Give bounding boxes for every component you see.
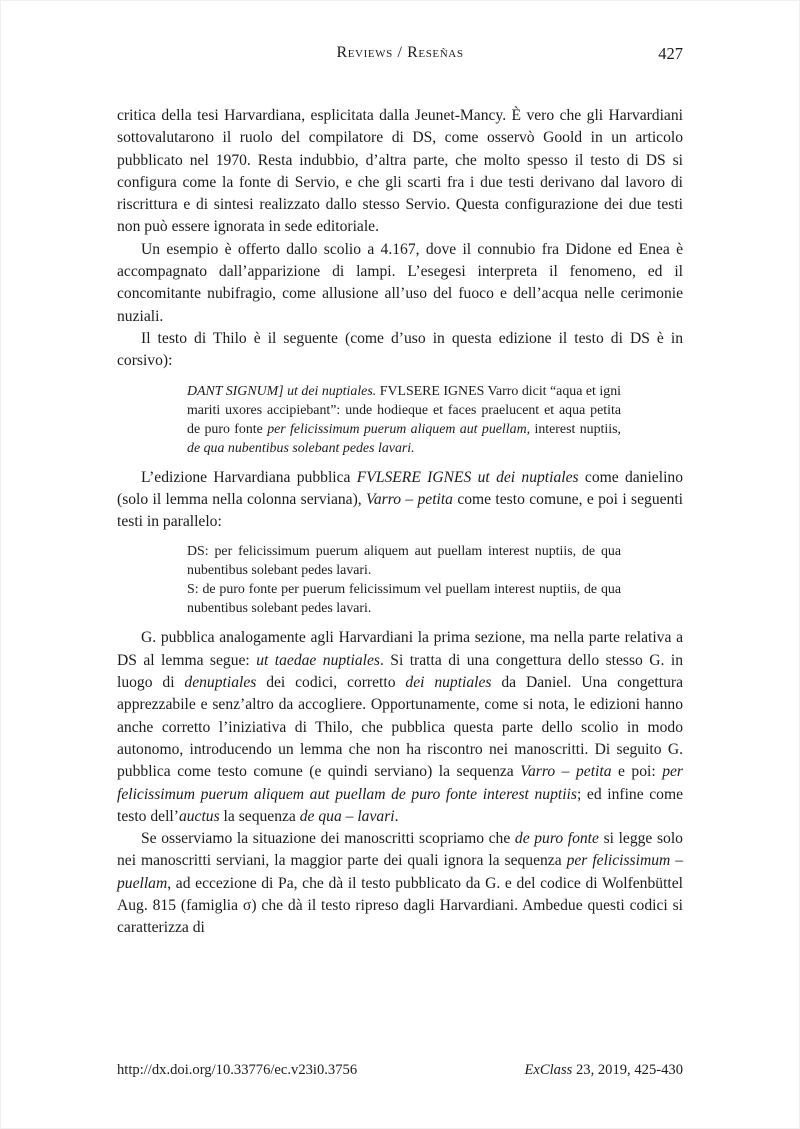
running-title: Reviews / Reseñas bbox=[336, 44, 464, 61]
body-paragraph: L’edizione Harvardiana pubblica FVLSERE IGNES ut dei nuptiales come danielino (solo il lemma nella colonna serviana), Varro – petita come testo comune, e poi i seguenti testi in parallelo: bbox=[117, 468, 683, 531]
page-header bbox=[117, 44, 683, 62]
body-paragraph: Un esempio è offerto dallo scolio a 4.167, dove il connubio fra Didone ed Enea è accompagnato dall’apparizione di lampi. L’esegesi interpreta il fenomeno, ed il concomitante nubifragio, come allusione all’uso del fuoco e dell’acqua nelle cerimonie nuziali. bbox=[117, 240, 683, 325]
block-quote: DS: per felicissimum puerum aliquem aut puellam interest nuptiis, de qua nubentibus solebant pedes lavari. bbox=[187, 544, 621, 579]
body-paragraph: G. pubblica analogamente agli Harvardiani la prima sezione, ma nella parte relativa a DS al lemma segue: ut taedae nuptiales. Si tratta di una congettura dello stesso G. in luogo di denuptiales dei codici, corretto dei nuptiales da Daniel. Una congettura apprezzabile e senz’altro da accogliere. Opportunamente, come si nota, le edizioni hanno anche corretto l’iniziativa di Thilo, che pubblica questa parte dello scolio in modo autonomo, introducendo un lemma che non ha riscontro nei manoscritti. Di seguito G. pubblica come testo comune (e quindi serviano) la sequenza Varro – petita e poi: per felicissimum puerum aliquem aut puellam de puro fonte interest nuptiis; ed infine come testo dell’auctus la sequenza de qua – lavari. bbox=[117, 629, 684, 825]
doi-link[interactable]: http://dx.doi.org/10.33776/ec.v23i0.3756 bbox=[117, 1062, 358, 1078]
page-footer bbox=[117, 1062, 683, 1079]
page-number: 427 bbox=[658, 44, 683, 63]
journal-reference: ExClass 23, 2019, 425-430 bbox=[524, 1062, 683, 1078]
body-paragraph: critica della tesi Harvardiana, esplicitata dalla Jeunet-Mancy. È vero che gli Harvardiani sottovalutarono il ruolo del compilatore di DS, come osservò Goold in un articolo pubblicato nel 1970. Resta indubbio, d’altra parte, che molto spesso il testo di DS si configura come la fonte di Servio, e che gli scarti fra i due testi derivano dal lavoro di riscrittura e di sintesi realizzato dallo stesso Servio. Questa configurazione dei due testi non può essere ignorata in sede editoriale. bbox=[117, 107, 683, 236]
body-paragraph: Se osserviamo la situazione dei manoscritti scopriamo che de puro fonte si legge solo nei manoscritti serviani, la maggior parte dei quali ignora la sequenza per felicissimum – puellam, ad eccezione di Pa, che dà il testo pubblicato da G. e del codice di Wolfenbüttel Aug. 815 (famiglia σ) che dà il testo ripreso dagli Harvardiani. Ambedue questi codici si caratterizza di bbox=[117, 830, 684, 937]
page-body bbox=[117, 105, 683, 940]
block-quote: S: de puro fonte per puerum felicissimum vel puellam interest nuptiis, de qua nubentibus solebant pedes lavari. bbox=[187, 582, 621, 617]
body-paragraph: Il testo di Thilo è il seguente (come d’uso in questa edizione il testo di DS è in corsivo): bbox=[117, 329, 683, 370]
block-quote: DANT SIGNUM] ut dei nuptiales. FVLSERE IGNES Varro dicit “aqua et igni mariti uxores accipiebant”: unde hodieque et faces praelucent et aqua petita de puro fonte per felicissimum puerum aliquem aut puellam, interest nuptiis, de qua nubentibus solebant pedes lavari. bbox=[187, 383, 622, 456]
